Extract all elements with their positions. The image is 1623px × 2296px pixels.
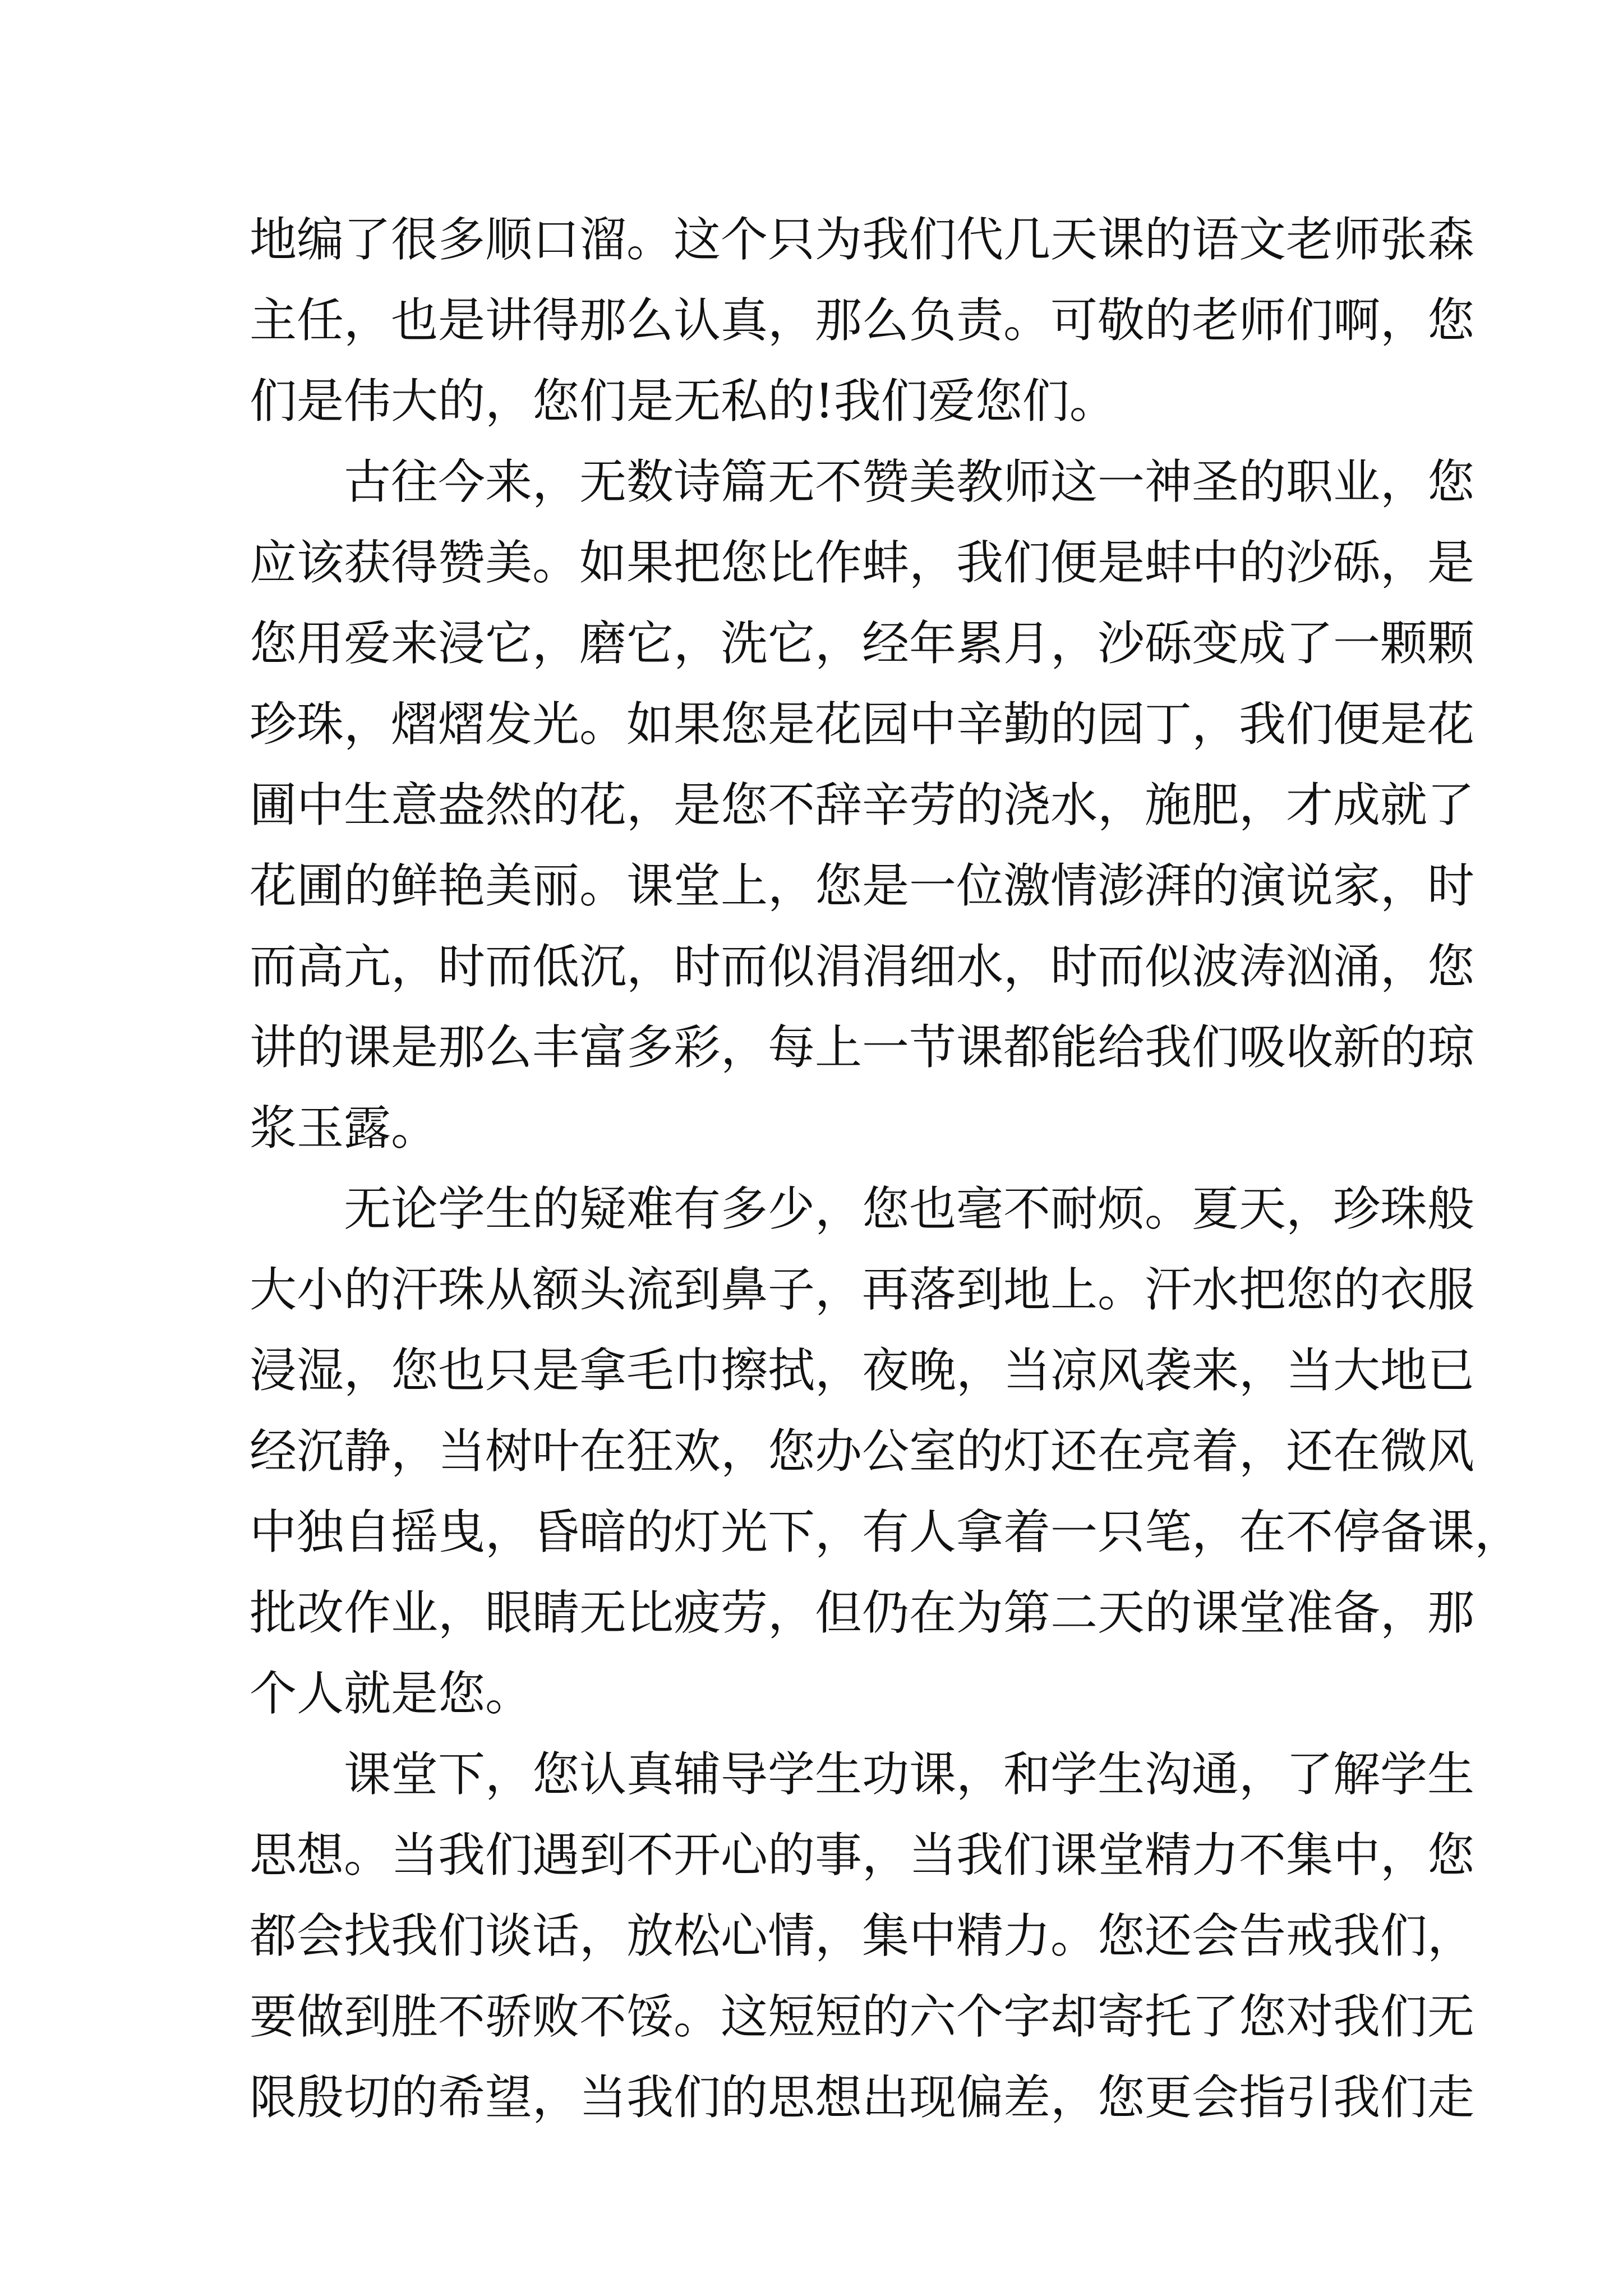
text-line: 地编了很多顺口溜。这个只为我们代几天课的语文老师张森: [250, 212, 1475, 267]
text-line: 您用爱来浸它，磨它，洗它，经年累月，沙砾变成了一颗颗: [250, 616, 1475, 671]
text-line: 个人就是您。: [250, 1666, 533, 1721]
text-line: 中独自摇曳，昏暗的灯光下，有人拿着一只笔，在不停备课，: [250, 1504, 1522, 1559]
paragraph: [250, 1734, 1475, 2138]
text-line: 经沉静，当树叶在狂欢，您办公室的灯还在亮着，还在微风: [250, 1424, 1475, 1479]
text-line: 珍珠，熠熠发光。如果您是花园中辛勤的园丁，我们便是花: [250, 697, 1475, 752]
text-line: 批改作业，眼睛无比疲劳，但仍在为第二天的课堂准备，那: [250, 1585, 1475, 1640]
paragraph: [250, 441, 1475, 1168]
text-line: 都会找我们谈话，放松心情，集中精力。您还会告戒我们，: [250, 1908, 1475, 1963]
text-line: 们是伟大的，您们是无私的!我们爱您们。: [250, 374, 1117, 429]
text-line: 圃中生意盎然的花，是您不辞辛劳的浇水，施肥，才成就了: [250, 777, 1475, 832]
text-line: 限殷切的希望，当我们的思想出现偏差，您更会指引我们走: [250, 2070, 1475, 2125]
text-line: 要做到胜不骄败不馁。这短短的六个字却寄托了您对我们无: [250, 1989, 1475, 2044]
document-body: [250, 199, 1522, 2138]
text-line: 大小的汗珠从额头流到鼻子，再落到地上。汗水把您的衣服: [250, 1262, 1475, 1317]
text-line: 讲的课是那么丰富多彩，每上一节课都能给我们吸收新的琼: [250, 1020, 1475, 1075]
text-line: 无论学生的疑难有多少，您也毫不耐烦。夏天，珍珠般: [344, 1181, 1475, 1236]
text-line: 花圃的鲜艳美丽。课堂上，您是一位激情澎湃的演说家，时: [250, 858, 1475, 913]
paragraph: [250, 1168, 1522, 1734]
text-line: 思想。当我们遇到不开心的事，当我们课堂精力不集中，您: [250, 1828, 1475, 1883]
text-line: 浆玉露。: [250, 1101, 439, 1156]
text-line: 应该获得赞美。如果把您比作蚌，我们便是蚌中的沙砾，是: [250, 535, 1475, 590]
text-line: 浸湿，您也只是拿毛巾擦拭，夜晚，当凉风袭来，当大地已: [250, 1343, 1475, 1398]
text-line: 课堂下，您认真辅导学生功课，和学生沟通，了解学生: [344, 1747, 1475, 1802]
paragraph: [250, 199, 1475, 441]
text-line: 而高亢，时而低沉，时而似涓涓细水，时而似波涛汹涌，您: [250, 939, 1475, 994]
text-line: 主任，也是讲得那么认真，那么负责。可敬的老师们啊，您: [250, 293, 1475, 348]
text-line: 古往今来，无数诗篇无不赞美教师这一神圣的职业，您: [344, 454, 1475, 509]
